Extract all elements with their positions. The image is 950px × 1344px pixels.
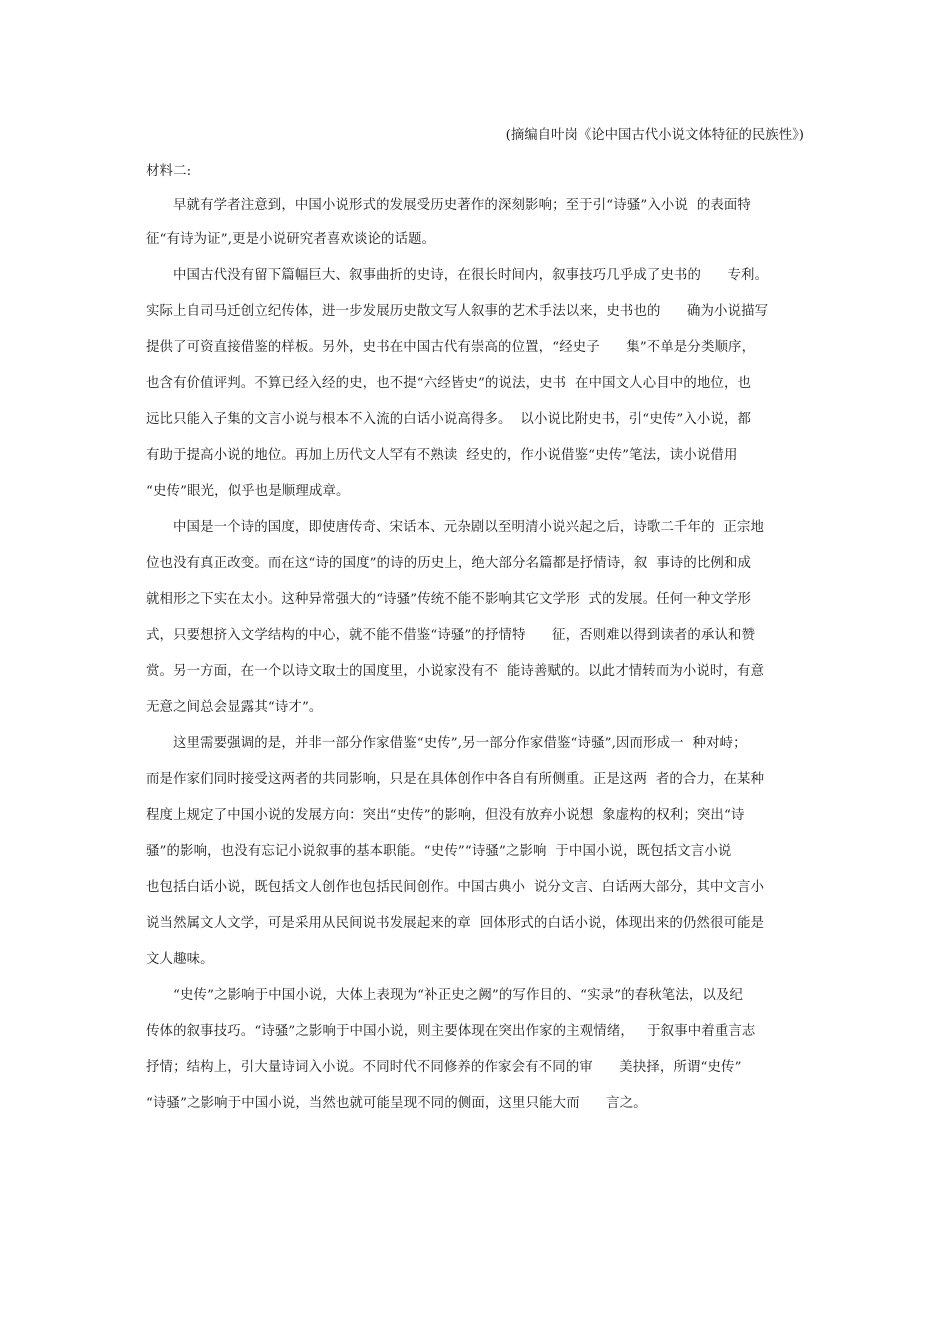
paragraph-line: 征“有诗为证”,更是小说研究者喜欢谈论的话题。 bbox=[146, 232, 436, 247]
paragraph-line: 程度上规定了中国小说的发展方向：突出“史传”的影响，但没有放弃小说想 象虚构的权利；突出“诗 bbox=[146, 808, 745, 823]
paragraph-line: 传体的叙事技巧。“诗骚”之影响于中国小说，则主要体现在突出作家的主观情绪， 于叙事中着重言志 bbox=[146, 1024, 756, 1039]
paragraph-line: “史传”之影响于中国小说，大体上表现为“补正史之阙”的写作目的、“实录”的春秋笔法，以及纪 bbox=[173, 988, 744, 1003]
paragraph-line: 文人趣味。 bbox=[146, 952, 214, 967]
paragraph-line: 这里需要强调的是，并非一部分作家借鉴“史传”,另一部分作家借鉴“诗骚”,因而形成一 种对峙； bbox=[173, 736, 747, 751]
paragraph-line: 就相形之下实在太小。这种异常强大的“诗骚”传统不能不影响其它文学形 式的发展。任何一种文学形 bbox=[146, 592, 752, 607]
paragraph-line: 也包括白话小说，既包括文人创作也包括民间创作。中国古典小 说分文言、白话两大部分，其中文言小 bbox=[146, 880, 765, 895]
paragraph-line: “史传”眼光，似乎也是顺理成章。 bbox=[146, 484, 350, 499]
paragraph-line: 抒情；结构上，引大量诗词入小说。不同时代不同修养的作家会有不同的审 美抉择，所谓“史传” bbox=[146, 1060, 742, 1075]
paragraph-line: 实际上自司马迁创立纪传体，进一步发展历史散文写人叙事的艺术手法以来，史书也的 确为小说描写 bbox=[146, 304, 769, 319]
paragraph-line: 说当然属文人文学，可是采用从民间说书发展起来的章 回体形式的白话小说，体现出来的仍然很可能是 bbox=[146, 916, 765, 931]
paragraph-line: “诗骚”之影响于中国小说，当然也就可能呈现不同的侧面，这里只能大而 言之。 bbox=[146, 1096, 647, 1111]
paragraph-line: 有助于提高小说的地位。再加上历代文人罕有不熟读 经史的，作小说借鉴“史传”笔法，读小说借用 bbox=[146, 448, 738, 463]
paragraph-line: 式，只要想挤入文学结构的中心，就不能不借鉴“诗骚”的抒情特 征，否则难以得到读者的承认和赞 bbox=[146, 628, 756, 643]
paragraph-line: 中国古代没有留下篇幅巨大、叙事曲折的史诗，在很长时间内，叙事技巧几乎成了史书的 专利。 bbox=[173, 268, 769, 283]
section-title: 材料二: bbox=[146, 164, 192, 179]
paragraph-line: 赏。另一方面，在一个以诗文取士的国度里，小说家没有不 能诗善赋的。以此才情转而为小说时，有意 bbox=[146, 664, 765, 679]
paragraph-line: 无意之间总会显露其“诗才”。 bbox=[146, 700, 323, 715]
paragraph-line: 远比只能入子集的文言小说与根本不入流的白话小说高得多。 以小说比附史书，引“史传”入小说，都 bbox=[146, 412, 752, 427]
paragraph-line: 也含有价值评判。不算已经入经的史，也不提“六经皆史”的说法，史书 在中国文人心目中的地位，也 bbox=[146, 376, 752, 391]
paragraph-line: 位也没有真正改变。而在这“诗的国度”的诗的历史上，绝大部分名篇都是抒情诗，叙 事诗的比例和成 bbox=[146, 556, 752, 571]
paragraph-line: 早就有学者注意到，中国小说形式的发展受历史著作的深刻影响；至于引“诗骚”入小说 的表面特 bbox=[173, 198, 751, 213]
paragraph-line: 中国是一个诗的国度，即使唐传奇、宋话本、元杂剧以至明清小说兴起之后，诗歌二千年的 正宗地 bbox=[173, 520, 765, 535]
source-citation: (摘编自叶岗《论中国古代小说文体特征的民族性》) bbox=[505, 128, 804, 143]
paragraph-line: 提供了可资直接借鉴的样板。另外，史书在中国古代有崇高的位置，“经史子 集”不单是分类顺序， bbox=[146, 340, 756, 355]
paragraph-line: 骚”的影响，也没有忘记小说叙事的基本职能。“史传”“诗骚”之影响 于中国小说，既包括文言小说 bbox=[146, 844, 732, 859]
paragraph-line: 而是作家们同时接受这两者的共同影响，只是在具体创作中各自有所侧重。正是这两 者的合力，在某种 bbox=[146, 772, 765, 787]
